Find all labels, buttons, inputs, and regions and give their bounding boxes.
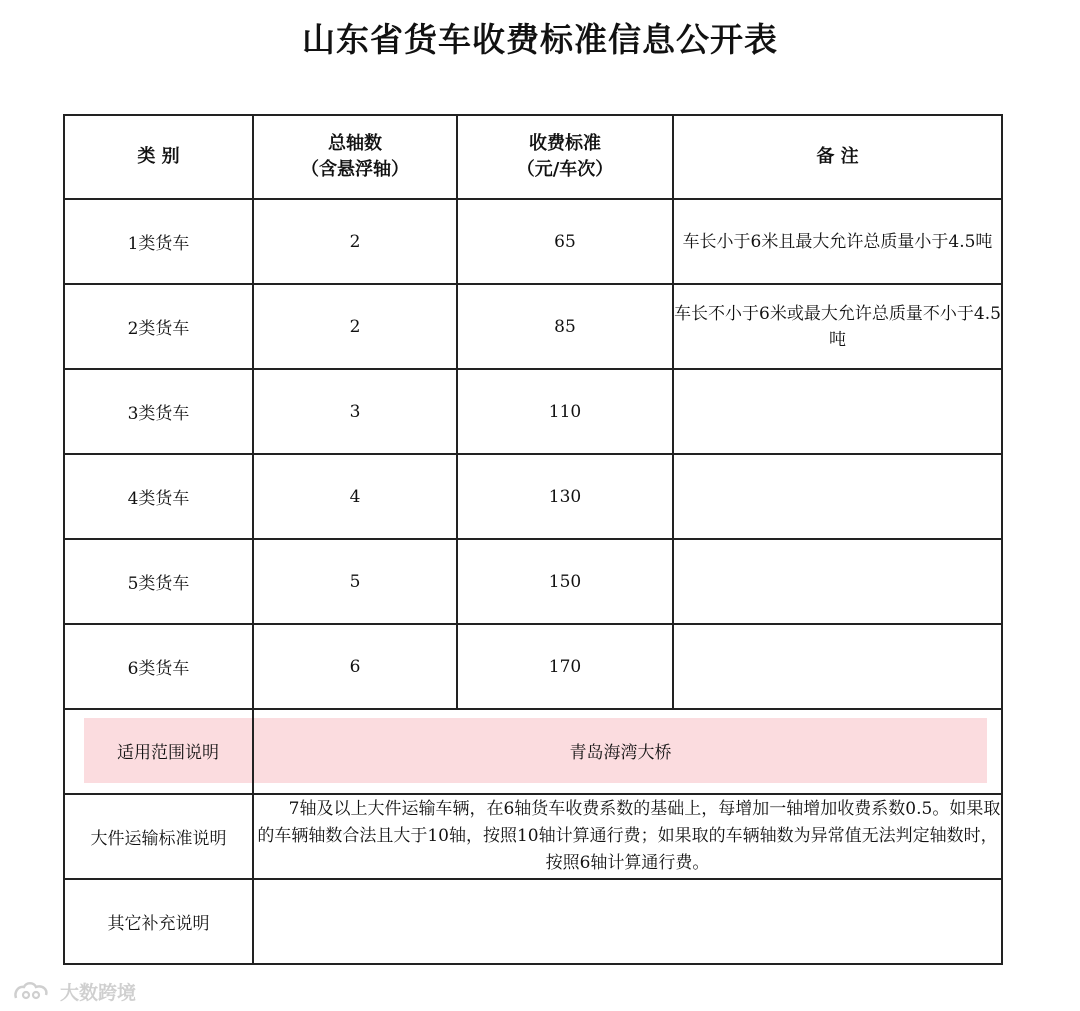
table-row — [64, 369, 1002, 454]
row-fee: 170 — [457, 624, 673, 709]
bulk-row — [64, 794, 1002, 879]
scope-value: 青岛海湾大桥 — [569, 743, 672, 763]
header-row — [64, 115, 1002, 199]
scope-row — [64, 709, 1002, 794]
table-row — [64, 284, 1002, 369]
header-axles-line2: （含悬浮轴） — [301, 159, 409, 180]
other-value — [253, 879, 1002, 964]
bulk-label: 大件运输标准说明 — [64, 794, 253, 879]
row-axles: 6 — [253, 624, 457, 709]
header-fee-line2: （元/车次） — [516, 159, 614, 180]
header-category: 类 别 — [64, 115, 253, 199]
row-axles: 2 — [253, 284, 457, 369]
row-remark — [673, 369, 1002, 454]
row-axles: 4 — [253, 454, 457, 539]
row-remark: 车长不小于6米或最大允许总质量不小于4.5吨 — [673, 284, 1002, 369]
other-label: 其它补充说明 — [64, 879, 253, 964]
row-fee: 65 — [457, 199, 673, 284]
scope-label-cell — [64, 709, 253, 794]
other-row — [64, 879, 1002, 964]
scope-label-highlight — [84, 718, 252, 783]
page-title: 山东省货车收费标准信息公开表 — [302, 20, 778, 59]
row-category: 5类货车 — [64, 539, 253, 624]
row-remark — [673, 539, 1002, 624]
row-axles: 2 — [253, 199, 457, 284]
table-row — [64, 454, 1002, 539]
watermark-logo-icon — [12, 980, 56, 1004]
row-fee: 150 — [457, 539, 673, 624]
row-fee: 110 — [457, 369, 673, 454]
row-category: 6类货车 — [64, 624, 253, 709]
table-row — [64, 199, 1002, 284]
header-axles — [253, 115, 457, 199]
row-remark — [673, 454, 1002, 539]
row-axles: 5 — [253, 539, 457, 624]
row-category: 2类货车 — [64, 284, 253, 369]
row-remark: 车长小于6米且最大允许总质量小于4.5吨 — [673, 199, 1002, 284]
row-category: 1类货车 — [64, 199, 253, 284]
row-fee: 130 — [457, 454, 673, 539]
table-row — [64, 539, 1002, 624]
watermark — [12, 978, 136, 1005]
watermark-text: 大数跨境 — [60, 982, 137, 1004]
header-fee — [457, 115, 673, 199]
header-remarks: 备 注 — [673, 115, 1002, 199]
row-category: 3类货车 — [64, 369, 253, 454]
row-category: 4类货车 — [64, 454, 253, 539]
row-axles: 3 — [253, 369, 457, 454]
table-row — [64, 624, 1002, 709]
scope-value-cell — [253, 709, 1002, 794]
header-axles-line1: 总轴数 — [328, 133, 382, 154]
row-remark — [673, 624, 1002, 709]
scope-value-highlight — [254, 718, 987, 783]
bulk-description: 7轴及以上大件运输车辆，在6轴货车收费系数的基础上，每增加一轴增加收费系数0.5。如果取的车辆轴数合法且大于10轴，按照10轴计算通行费；如果取的车辆轴数为异常值无法判定轴数时，按照6轴计算通行费。 — [253, 794, 1002, 879]
header-fee-line1: 收费标准 — [529, 133, 601, 154]
scope-label: 适用范围说明 — [117, 743, 219, 763]
fee-table — [63, 114, 1003, 965]
row-fee: 85 — [457, 284, 673, 369]
